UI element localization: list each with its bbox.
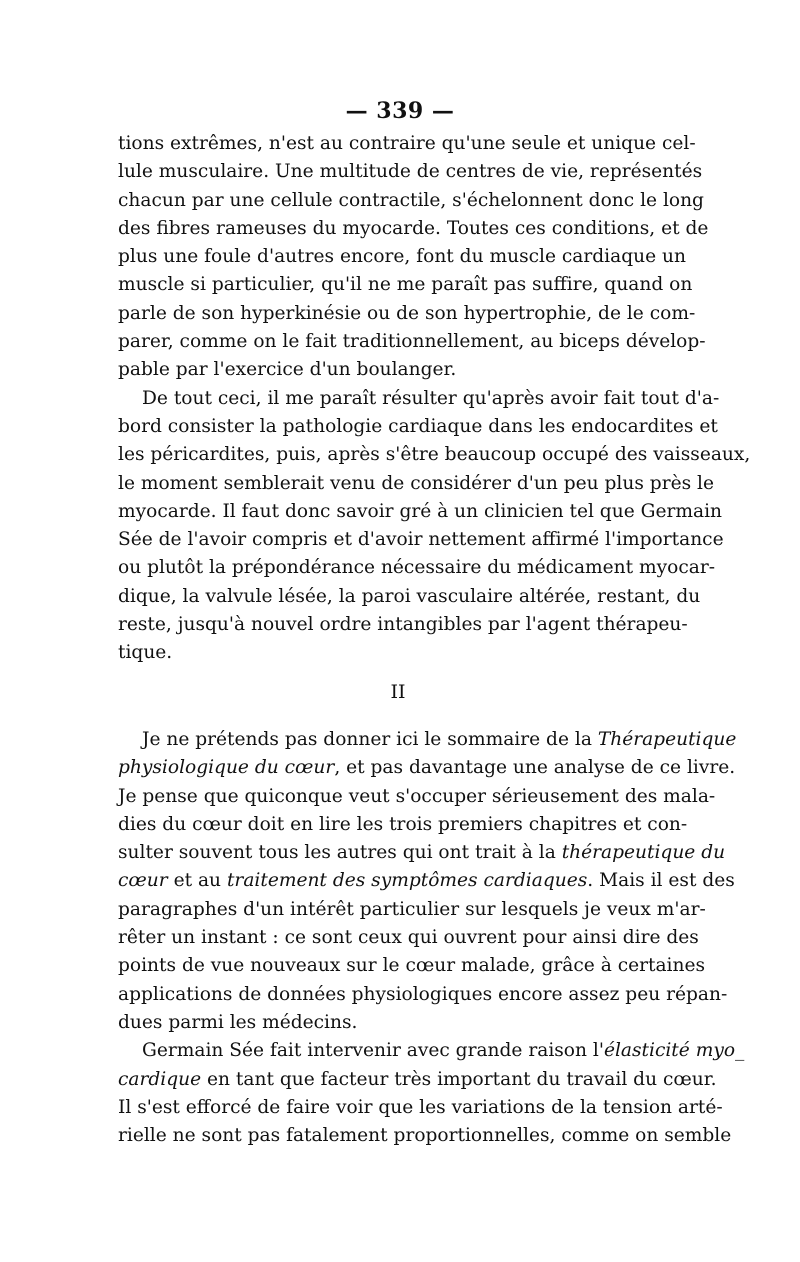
text-run: et au <box>167 870 227 892</box>
text-line <box>118 754 736 782</box>
text-line: des fibres rameuses du myocarde. Toutes ces conditions, et de <box>118 217 709 239</box>
text-line <box>118 726 737 754</box>
text-line: les péricardites, puis, après s'être beaucoup occupé des vaisseaux, <box>118 444 751 466</box>
text-line: reste, jusqu'à nouvel ordre intangibles par l'agent thérapeu- <box>118 614 688 636</box>
text-run: Je ne prétends pas donner ici le sommaire de la <box>142 728 598 750</box>
paragraph-4 <box>118 1037 745 1150</box>
body-text <box>118 130 751 1150</box>
text-line: plus une foule d'autres encore, font du muscle cardiaque un <box>118 246 686 268</box>
text-line: dues parmi les médecins. <box>118 1011 358 1033</box>
text-line: bord consister la pathologie cardiaque dans les endocardites et <box>118 415 718 437</box>
page-number: — 339 — <box>345 98 455 124</box>
italic-term: élasticité myo_ <box>603 1040 745 1062</box>
text-line: points de vue nouveaux sur le cœur malade, grâce à certaines <box>118 955 706 977</box>
text-line: dies du cœur doit en lire les trois premiers chapitres et con- <box>118 813 688 835</box>
text-line: tique. <box>118 642 173 664</box>
paragraph-3 <box>118 726 737 1037</box>
text-run: en tant que facteur très important du travail du cœur. <box>201 1068 717 1090</box>
text-run: , et pas davantage une analyse de ce livre. <box>334 757 736 779</box>
text-line: dique, la valvule lésée, la paroi vasculaire altérée, restant, du <box>118 585 701 607</box>
text-run: sulter souvent tous les autres qui ont trait à la <box>118 842 562 864</box>
section-heading: II <box>390 680 406 703</box>
text-line: De tout ceci, il me paraît résulter qu'après avoir fait tout d'a- <box>142 387 720 409</box>
text-run: . Mais il est des <box>587 870 735 892</box>
text-line: Sée de l'avoir compris et d'avoir nettement affirmé l'importance <box>118 529 724 551</box>
text-line: muscle si particulier, qu'il ne me paraît pas suffire, quand on <box>118 274 693 296</box>
italic-term: cardique <box>118 1068 202 1090</box>
italic-term: cœur <box>118 870 168 892</box>
text-line: le moment semblerait venu de considérer d'un peu plus près le <box>118 472 715 494</box>
text-line: parer, comme on le fait traditionnellement, au biceps dévelop- <box>118 331 706 353</box>
text-line <box>118 867 735 895</box>
text-line <box>118 1066 717 1094</box>
text-line: ou plutôt la prépondérance nécessaire du médicament myocar- <box>118 557 716 579</box>
text-line: tions extrêmes, n'est au contraire qu'une seule et unique cel- <box>118 133 696 154</box>
paragraph-1 <box>118 130 709 385</box>
italic-term: thérapeutique du <box>561 842 726 864</box>
paragraph-2 <box>118 385 751 668</box>
text-line: parle de son hyperkinésie ou de son hypertrophie, de le com- <box>118 302 696 324</box>
italic-title: physiologique du cœur <box>118 757 335 779</box>
text-run: Germain Sée fait intervenir avec grande raison l' <box>142 1040 604 1062</box>
text-line: Je pense que quiconque veut s'occuper sérieusement des mala- <box>118 785 716 807</box>
text-line: pable par l'exercice d'un boulanger. <box>118 359 457 381</box>
text-line: myocarde. Il faut donc savoir gré à un clinicien tel que Germain <box>118 500 722 522</box>
text-line <box>118 839 726 867</box>
text-line <box>118 1037 745 1065</box>
text-line: paragraphes d'un intérêt particulier sur lesquels je veux m'ar- <box>118 898 706 920</box>
text-line: chacun par une cellule contractile, s'échelonnent donc le long <box>118 189 704 211</box>
text-line: lule musculaire. Une multitude de centres de vie, représentés <box>118 161 703 183</box>
text-line: applications de données physiologiques encore assez peu répan- <box>118 983 728 1005</box>
italic-term: traitement des symptômes cardiaques <box>226 870 588 892</box>
text-line: Il s'est efforcé de faire voir que les variations de la tension arté- <box>118 1096 723 1118</box>
italic-title: Thérapeutique <box>597 728 737 750</box>
text-line: rêter un instant : ce sont ceux qui ouvrent pour ainsi dire des <box>118 927 699 949</box>
text-line: rielle ne sont pas fatalement proportionnelles, comme on semble <box>118 1125 732 1147</box>
